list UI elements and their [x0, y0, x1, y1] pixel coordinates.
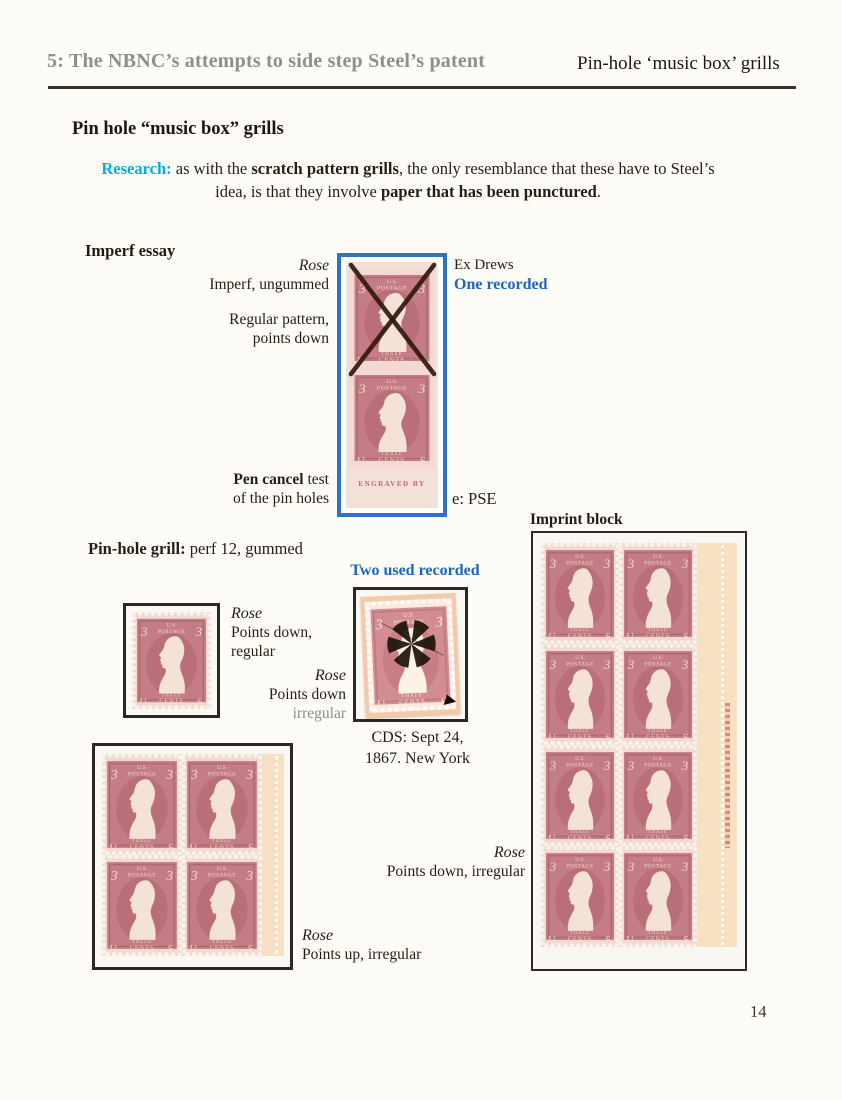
- essay-provenance: [454, 255, 547, 294]
- imprint-stamp-6: [619, 745, 697, 846]
- essay-pattern-line1: Regular pattern,: [229, 311, 329, 328]
- research-bold2: paper that has been punctured: [381, 182, 597, 201]
- cds-line2: 1867. New York: [365, 750, 470, 767]
- header-rule: [48, 86, 796, 89]
- cork-cancel: [373, 605, 450, 682]
- middle-stamp-labels: [269, 666, 346, 723]
- imprint-labels: [387, 843, 525, 881]
- essay-label-pen-cancel: [233, 470, 329, 508]
- block4-stamp-4: [182, 855, 262, 956]
- cds-caption: [345, 727, 490, 769]
- pen-cancel-x: [346, 262, 438, 380]
- block4-line1: Points up, irregular: [302, 946, 422, 963]
- imprint-stamp-5: [541, 745, 619, 846]
- single-line1: Points down,: [231, 624, 312, 641]
- single-stamp-image: [123, 603, 220, 718]
- page-number: 14: [750, 1002, 767, 1021]
- essay-label-pattern: [229, 310, 329, 348]
- page-title: Pin hole “music box” grills: [72, 119, 284, 139]
- imprint-block-image: [531, 531, 747, 971]
- pen-cancel-line2: of the pin holes: [233, 490, 329, 507]
- research-seg1: as with the: [171, 159, 252, 178]
- research-label: Research:: [101, 159, 172, 178]
- single-stamp-labels: [231, 604, 312, 661]
- pen-cancel-bold: Pen cancel: [233, 471, 304, 488]
- block4-stamp-1: [102, 754, 182, 855]
- block4-stamp-3: [102, 855, 182, 956]
- imprint-line1: Points down, irregular: [386, 863, 525, 880]
- essay-shade-name: Rose: [298, 257, 329, 274]
- middle-line1: Points down: [268, 686, 346, 703]
- pen-cancel-rest: test: [303, 471, 329, 488]
- essay-paper: [346, 262, 438, 508]
- imprint-selvage-perf: [721, 545, 724, 945]
- middle-shade-name: Rose: [314, 667, 346, 684]
- selvage-perf-line: [275, 756, 278, 954]
- imprint-stamp-4: [619, 644, 697, 745]
- research-bold1: scratch pattern grills: [251, 159, 399, 178]
- block4-labels: [302, 926, 421, 964]
- used-stamp-image: [353, 587, 468, 722]
- section-header: Pin-hole ‘music box’ grills: [577, 53, 780, 74]
- imperf-essay-heading: Imperf essay: [85, 241, 176, 260]
- one-recorded-label: One recorded: [454, 276, 548, 293]
- imprint-engraved-by: ENGRAVED BY: [358, 480, 426, 488]
- research-seg2: , the only resemblance that these have to Steel’s: [398, 159, 715, 178]
- block4-image: [92, 743, 293, 970]
- essay-shade-line: Imperf, ungummed: [209, 276, 329, 293]
- research-seg3: idea, is that they involve: [215, 182, 381, 201]
- single-shade-name: Rose: [231, 605, 263, 622]
- pinhole-heading-rest: perf 12, gummed: [185, 539, 303, 558]
- chapter-header: 5: The NBNC’s attempts to side step Steel’s patent: [47, 50, 486, 72]
- imprint-stamp-8: [619, 846, 697, 947]
- single-stamp: [132, 612, 211, 709]
- block4-stamp-2: [182, 754, 262, 855]
- imprint-stamp-3: [541, 644, 619, 745]
- two-used-recorded-label: Two used recorded: [350, 562, 480, 579]
- imprint-selvage: [697, 543, 737, 947]
- pinhole-grill-heading: [88, 539, 303, 559]
- imprint-stamp-2: [619, 543, 697, 644]
- pinhole-heading-bold: Pin-hole grill:: [88, 539, 186, 558]
- imperf-essay-image: [337, 253, 447, 517]
- imprint-shade-name: Rose: [493, 844, 525, 861]
- research-seg4: .: [596, 182, 601, 201]
- essay-pattern-line2: points down: [252, 330, 329, 347]
- imprint-stamp-7: [541, 846, 619, 947]
- imprint-block-heading: Imprint block: [530, 511, 623, 528]
- single-line2: regular: [231, 643, 275, 660]
- imprint-marginal-text: [725, 703, 730, 848]
- cert-label: e: PSE: [452, 489, 497, 508]
- block4-selvage: [262, 754, 284, 956]
- middle-line2: irregular: [292, 705, 346, 722]
- essay-stamp-bottom: [349, 368, 435, 468]
- block4-shade-name: Rose: [302, 927, 334, 944]
- ex-drews-label: Ex Drews: [454, 257, 514, 273]
- essay-label-shade: [209, 256, 329, 294]
- research-paragraph: [50, 157, 766, 203]
- cds-line1: CDS: Sept 24,: [371, 729, 464, 746]
- imprint-stamp-1: [541, 543, 619, 644]
